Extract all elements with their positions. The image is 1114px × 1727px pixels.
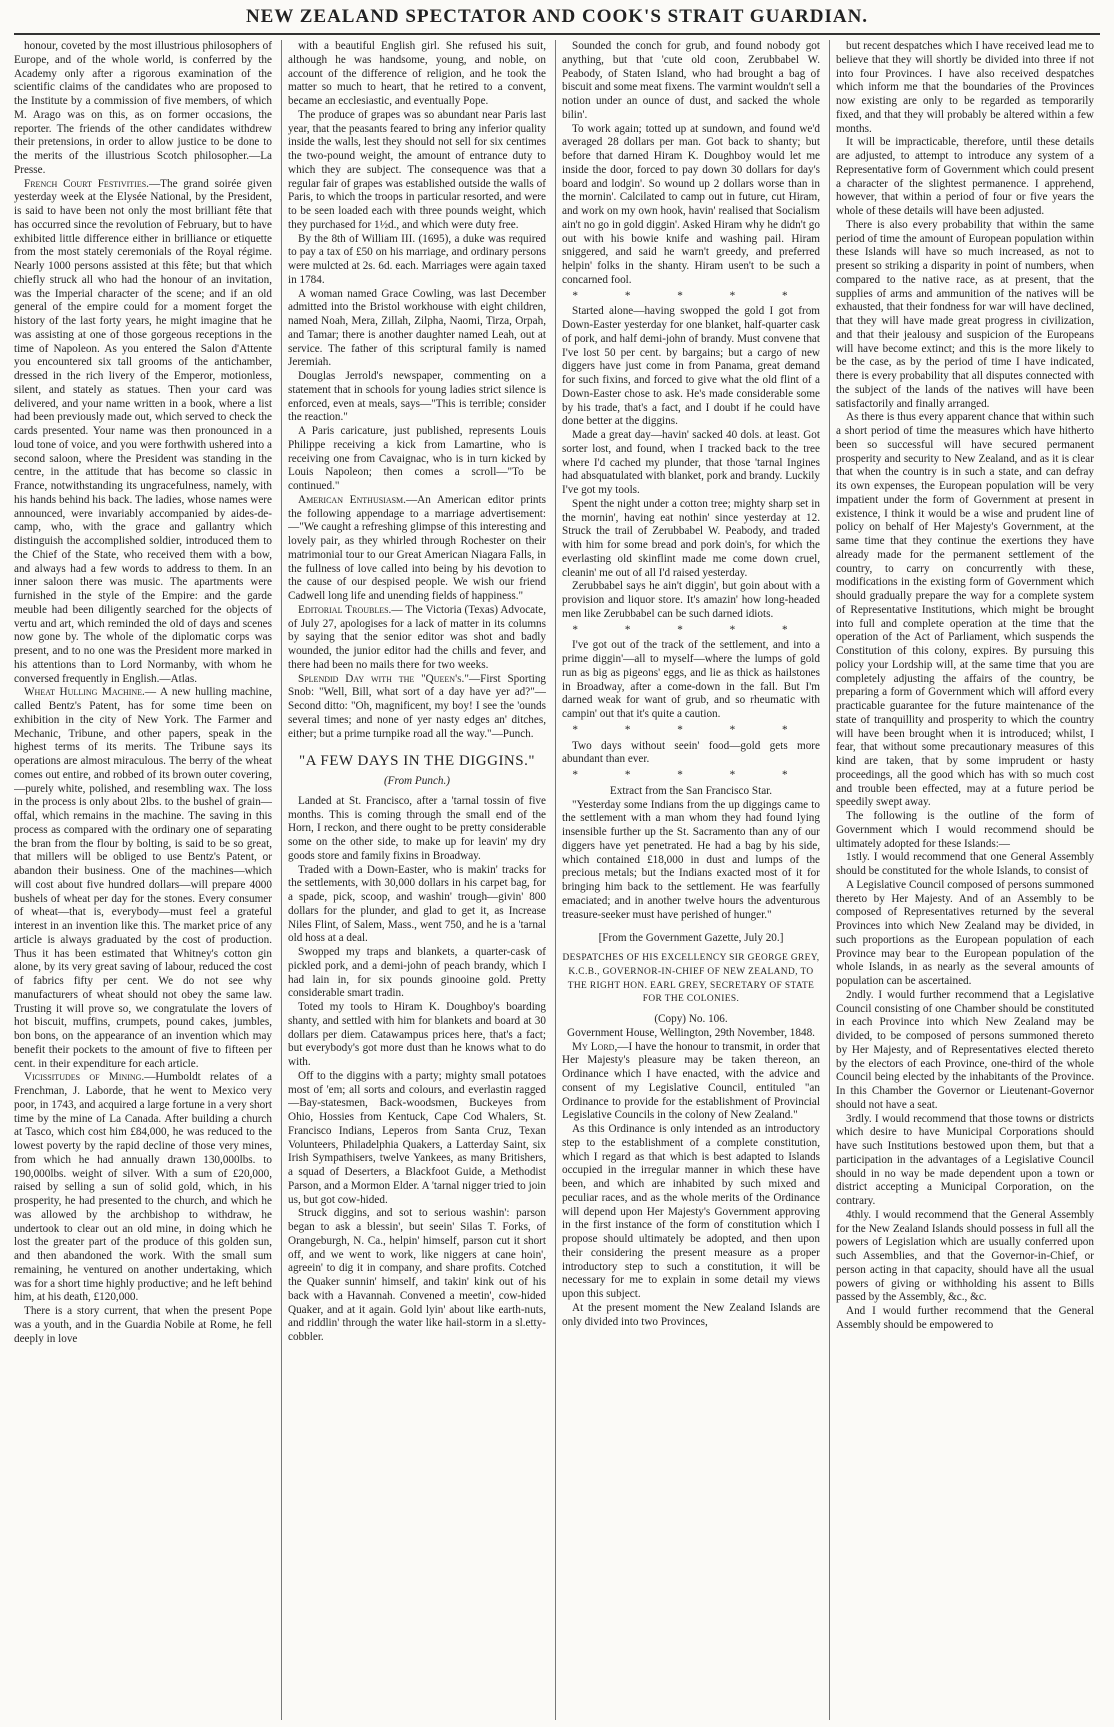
paragraph-text: with a beautiful English girl. She refused his suit, although he was handsome, young, and noble, on account of the difference of religion, and he took the matter so much to heart, that he retired to a convent, became an ecclesiastic, and eventually Pope. xyxy=(288,40,546,107)
paragraph xyxy=(836,1209,1094,1305)
paragraph-heading: Wheat Hulling Machine. xyxy=(24,686,145,699)
paragraph xyxy=(288,673,546,742)
paragraph-text: Spent the night under a cotton tree; mighty sharp set in the mornin', having eat nothin' since yesterday at 12. Struck the trail of Zerubbabel W. Peabody, and traded with him for some bread and pork doin's, for which the everlasting old skinflint made me come down cruel, cleanin' me out of all I'd raised yesterday. xyxy=(562,497,820,579)
masthead-rule xyxy=(14,33,1100,35)
paragraph xyxy=(288,288,546,371)
paragraph xyxy=(836,810,1094,851)
paragraph-text: As this Ordinance is only intended as an introductory step to the establishment of a complete constitution, which I regard as that which is best adapted to Islands occupied in the irregular manner in which these have been, and which are inhabited by such mixed and peculiar races, and as the whole merits of the Ordinance will depend upon Her Majesty's Government approving in the first instance of the form of constitution which I propose should ultimately be adopted, and then upon their considering the present measure as a proper introductory step to such a constitution, it will be necessary for me to explain in some detail my views upon this subject. xyxy=(562,1123,820,1300)
column-2 xyxy=(288,40,546,1720)
paragraph xyxy=(14,686,272,1071)
source-note-text: [From the Government Gazette, July 20.] xyxy=(598,932,784,945)
paragraph-text: It will be impracticable, therefore, until these details are adjusted, to attempt to introduce any system of a Representative form of Government which could present a character of the slightest permanence. I apprehend, however, that within a period of four or five years the whole of these details will have been adjusted. xyxy=(836,136,1094,217)
byline-text: (From Punch.) xyxy=(383,775,451,787)
paragraph-text: 4thly. I would recommend that the General Assembly for the New Zealand Islands should possess in full all the powers of Legislation which are usually conferred upon such Assemblies, and that the Governor-in-Chief, or person acting in that capacity, should have all the usual powers of giving or withholding his assent to Bills passed by the Assembly, &c., &c. xyxy=(836,1208,1094,1304)
paragraph-heading: My Lord, xyxy=(572,1040,618,1053)
section-break xyxy=(562,769,820,783)
paragraph xyxy=(562,429,820,498)
paragraph xyxy=(288,604,546,673)
paragraph-text: The produce of grapes was so abundant near Paris last year, that the peasants feared to bring any inferior quality inside the walls, lest they should not sell for six centimes the two-pound weight, the amount of entrance duty to which they are subject. The consequence was that a regular fair of grapes was established outside the walls of Paris, to which the troops in particular resorted, and were to be seen loaded each with three pounds weight, which they purchased for 1½d., and which were duty free. xyxy=(288,108,546,231)
section-break xyxy=(562,290,820,304)
paragraph-text: A woman named Grace Cowling, was last December admitted into the Bristol workhouse with eight children, named Noah, Mera, Zillah, Zilpha, Naomi, Tirza, Orpah, and Tamar; there is another daughter named Leah, out at service. The father of this scriptural family is named Jeremiah. xyxy=(288,287,546,369)
paragraph xyxy=(288,1070,546,1208)
paragraph-text: I've got out of the track of the settlement, and into a prime diggin'—all to myself—where the lumps of gold run as big as pigeons' eggs, and lie as thick as hailstones in Broadway, after a come-down in the fall. But I'm darned weak for want of grub, and so rheumatic with campin' out that it's quite a caution. xyxy=(562,639,820,720)
paragraph xyxy=(836,219,1094,412)
paragraph-text: A Paris caricature, just published, represents Louis Philippe receiving a kick from Lamartine, who is receiving one from Cavaignac, who is in turn kicked by Louis Napoleon; then comes a scroll—"To be continued." xyxy=(288,425,546,492)
paragraph xyxy=(288,946,546,1001)
column-divider xyxy=(281,40,282,1720)
masthead: NEW ZEALAND SPECTATOR AND COOK'S STRAIT GUARDIAN. xyxy=(245,6,869,27)
paragraph-text: Landed at St. Francisco, after a 'tarnal tossin of five months. This is coming through the small end of the Horn, I reckon, and there ought to be pretty considerable some on the other side, to make up for leavin' my dry goods store and family fixins in Broadway. xyxy=(288,794,546,862)
section-break-stars: * * * * * xyxy=(572,723,810,736)
paragraph-text: 2ndly. I would further recommend that a Legislative Council consisting of one Chamber should be constituted in each Province into which New Zealand may be divided, to be composed of persons summoned thereto by Her Majesty, and of Representatives elected thereto by the electors of each Province, one-third of the whole Council being elected by the inhabitants of the Province. In this Chamber the Governor or Lieutenant-Governor should not have a seat. xyxy=(836,988,1094,1111)
paragraph-text: — The Victoria (Texas) Advocate, of July 27, apologises for a lack of matter in its columns by saying that the senior editor was shot and badly wounded, the junior editor had the chills and fever, and there had been no mails there for two weeks. xyxy=(288,603,546,671)
paragraph-heading: Vicissitudes of Mining. xyxy=(24,1071,145,1084)
paragraph-text: honour, coveted by the most illustrious philosophers of Europe, and of the whole world, is conferred by the Academy only after a rigorous examination of the scientific claims of the candidates who are proposed to the Institute by a commission of five members, of which M. Arago was on this, as on former occasions, the reporter. The friends of the other candidates withdrew their pretensions, in order to allow justice to be done to the merits of the illustrious Scotch philosopher.—La Presse. xyxy=(14,40,272,176)
paragraph xyxy=(836,136,1094,219)
paragraph-text: 3rdly. I would recommend that those towns or districts which desire to have Municipal Corporations should have such Institutions bestowed upon them, but that a participation in the advantages of a Legislative Council should in no way be made dependent upon a town or district accepting a Municipal Corporation, on the contrary. xyxy=(836,1112,1094,1207)
paragraph xyxy=(288,425,546,494)
paragraph-text: Off to the diggins with a party; mighty small potatoes most of 'em; all sorts and colours, and everlastin ragged—Bay-statesmen, Back-woodsmen, Buckeyes from Ohio, Hossies from Kentuck, Cape Cod Whalers, St. Francisco Indians, Leperos from Santa Cruz, Texan Volunteers, Philadelphia Quakers, a Latterday Saint, six Irish Sympathisers, twelve Yankees, as many Britishers, a squad of Deserters, a Blackfoot Guide, a Methodist Parson, and a Mormon Elder. A 'tarnal nigger tried to join us, but got cow-hided. xyxy=(288,1069,546,1206)
paragraph xyxy=(562,799,820,923)
paragraph xyxy=(562,1041,820,1124)
paragraph-text: Sounded the conch for grub, and found nobody got anything, but that 'cute old coon, Zerubbabel W. Peabody, of Staten Island, who had brought a bag of biscuit and some meat fixens. The varmint wouldn't sell a notion under an ounce of dust, and sacked the whole bilin'. xyxy=(562,40,820,121)
paragraph-text: Two days without seein' food—gold gets more abundant than ever. xyxy=(562,739,820,766)
paragraph xyxy=(562,740,820,768)
paragraph xyxy=(562,639,820,722)
paragraph xyxy=(288,1207,546,1345)
paragraph-heading: American Enthusiasm. xyxy=(298,493,406,506)
paragraph xyxy=(288,109,546,233)
paragraph-text: Struck diggins, and sot to serious washin': parson began to ask a blessin', but seein' Silas T. Forks, of Orangeburgh, N. Ca., helpin' himself, parson cut it short off, and we went to work, like niggers at cane hoin', agreein' to dig it in company, and share profits. Cotched the Quaker sunnin' himself, and takin' kink out of his back with a Havannah. Convened a meetin', cow-hided Quaker, and at it again. Gold lyin' about like earth-nuts, and riddlin' through the water like hail-storm in a sl.etty-cobbler. xyxy=(288,1207,546,1343)
centered-text: Government House, Wellington, 29th November, 1848. xyxy=(567,1026,815,1039)
paragraph-text: Traded with a Down-Easter, who is makin' tracks for the settlements, with 30,000 dollars in his carpet bag, for a spade, pick, scoop, and washin' trough—givin' 800 dollars for the plunder, and glad to get it, as Increase Niles Flint, of Salem, Mass., went 750, and he is a 'tarnal old hoss at a deal. xyxy=(288,863,546,945)
paragraph-text: Made a great day—havin' sacked 40 dols. at least. Got sorter lost, and found, when I tracked back to the tree where I'd cached my plunder, that those 'tarnal Ingines had absquatulated with blanket, pork and brandy. Luckily I've got my tools. xyxy=(562,429,820,496)
paragraph-text: — A new hulling machine, called Bentz's Patent, has for some time been on exhibition in the city of New York. The Farmer and Mechanic, Tribune, and other papers, speak in the highest terms of its merits. The Tribune says its operations are almost miraculous. The berry of the wheat comes out entire, and robbed of its brown outer covering,—purely white, polished, and resembling wax. The loss in the process is only about 2lbs. to the bushel of grain—offal, which remains in the machine. The saving in this process as compared with the ordinary one of separating the bran from the flour by bolting, is said to be so great, that millers will be obliged to use Bentz's Patent, or abandon their business. One of the machines—which will cost about five hundred dollars—will prepare 4000 bushels of wheat per day for the stones. Every consumer of wheat—that is, everybody—must feel a grateful interest in an invention like this. The market price of any article is always graduated by the cost of production. Thus it has been estimated that Whitney's cotton gin alone, by its very great saving of labour, reduced the cost of fabrics fifty per cent. We do not see why manufacturers of wheat should not obey the same law. Trusting it will prove so, we congratulate the lovers of hot biscuit, muffins, crumpets, pound cakes, jumbles, bon bons, on the appearance of an invention which may benefit their pockets to the amount of five to fifteen per cent. in their expenditure for each article. xyxy=(14,686,272,1070)
centered-line xyxy=(562,1013,820,1027)
paragraph-text: At the present moment the New Zealand Islands are only divided into two Provinces, xyxy=(562,1301,820,1328)
paragraph xyxy=(562,580,820,621)
paragraph-text: As there is thus every apparent chance that within such a short period of time the measures which have hitherto been so successful will have secured permanent prosperity and security to New Zealand, and as it is clear that when the country is in such a state, and can defray its own expenses, the European population will be very impatient under the form of Government at present in existence, I think it would be a wise and prudent line of policy on behalf of Her Majesty's Government, at the same time that they continue the exertions they have already made for the permanent settlement of the country, to carry on concurrently with these, modifications in the existing form of Government which should gradually prepare the way for a complete system of Representative Institutions, which might be brought into full and complete operation at the time that the operation of the Act of Parliament, which suspends the Constitution of this colony, expires. By pursuing this policy your Lordship will, at the same time that you are completely adjusting the affairs of the country, be preparing a form of Government which will afford every practicable guarantee for the future maintenance of the state of tranquillity and prosperity to which the country will have been brought when it is introduced; whilst, I fear, that without some precautionary measures of this kind are taken, that by some imprudent or hasty proceedings, all the good which has with so much cost and trouble been effected, may at a future period be speedily swept away. xyxy=(836,411,1094,809)
column-3 xyxy=(562,40,820,1720)
column-divider xyxy=(829,40,830,1720)
paragraph xyxy=(562,498,820,581)
paragraph-text: —Humboldt relates of a Frenchman, J. Laborde, that he went to Mexico very poor, in 1743, and acquired a large fortune in a very short time by the mine of La Canada. After building a church at Tasco, which cost him £84,000, he was reduced to the lowest poverty by the rapid decline of those very mines, from which he had annually drawn 130,000lbs. to 190,000lbs. weight of silver. With a sum of £20,000, raised by selling a sun of solid gold, which, in his prosperity, he had presented to the church, and which he was allowed by the archbishop to withdraw, he undertook to clear out an old mine, in doing which he lost the greater part of the produce of this golden sun, and then abandoned the work. With the small sum remaining, he ventured on another undertaking, which was for a short time highly productive; and he left behind him, at his death, £120,000. xyxy=(14,1071,272,1304)
paragraph xyxy=(562,1302,820,1330)
paragraph-heading: Splendid Day with the "Queen's." xyxy=(298,672,469,685)
paragraph xyxy=(562,40,820,123)
article-title-text: "A FEW DAYS IN THE DIGGINS." xyxy=(299,753,535,770)
paragraph xyxy=(14,1305,272,1346)
section-break xyxy=(562,624,820,638)
paragraph xyxy=(288,233,546,288)
paragraph-text: To work again; totted up at sundown, and found we'd averaged 28 dollars per man. Got back to shanty; but before that darned Hiram K. Doughboy would let me inside the door, forced to pay down 30 dollars for day's board and lodgin'. So wound up 2 dollars worse than in the mornin'. Calcilated to camp out in future, cut Hiram, and work on my own hook, havin' realised that Socialism ain't no go in gold diggin'. Asked Hiram why he didn't go out with his bowie knife and washing pail. Hiram sniggered, and said he warn't greedy, and preferred helpin' folks in the shanty. Hiram usen't to be such a concarned fool. xyxy=(562,122,820,286)
paragraph xyxy=(836,411,1094,810)
paragraph-text: Started alone—having swopped the gold I got from Down-Easter yesterday for one blanket, half-quarter cask of pork, and half demi-john of brandy. Must convene that I've lost 50 per cent. by bargains; but a cargo of new diggers have just come in from Panama, great demand for such fixins, and forced to give what the old flint of a Down-Easter chose to ask. He's made considerable some by his trade, that's a fact, and I doubt if he could have done better at the diggins. xyxy=(562,305,820,428)
paragraph-text: "Yesterday some Indians from the up diggings came to the settlement with a man whom they had found lying insensible further up the St. Sacramento than any of our diggers have yet penetrated. He had a bag by his side, which contained £18,000 in dust and lumps of the precious metals; but the Indians exacted most of it for bringing him back to the settlement. He was fearfully emaciated; and in another twelve hours the adventurous treasure-seeker must have perished of hunger." xyxy=(562,798,820,921)
paragraph-text: —First Sporting Snob: "Well, Bill, what sort of a day have yer ad?"—Second ditto: "Oh, magnificent, my boy! I see the 'ounds several times; and none of yer nasty edges an' ditches, either; but a prime turnpike road all the way."—Punch. xyxy=(288,672,546,740)
paragraph-text: Douglas Jerrold's newspaper, commenting on a statement that in schools for young ladies strict silence is enforced, even at meals, says—"This is terrible; consider the reaction." xyxy=(288,370,546,424)
paragraph xyxy=(562,123,820,288)
paragraph xyxy=(836,879,1094,989)
paragraph-text: Toted my tools to Hiram K. Doughboy's boarding shanty, and settled with him for blankets and board at 30 dollars per diem. Catawampus prices here, that's a fact; but everybody's got more dust than he knows what to do with. xyxy=(288,1001,546,1068)
despatch-heading xyxy=(562,952,820,1007)
article-title xyxy=(288,755,546,769)
paragraph-text: A Legislative Council composed of persons summoned thereto by Her Majesty. And of an Assembly to be composed of Representatives returned by the several Provinces into which New Zealand may be divided, in such proportions as the European population of each Province may bear to the European population of the whole Islands, in as nearly as the several amounts of population can be ascertained. xyxy=(836,878,1094,987)
paragraph xyxy=(14,40,272,178)
paragraph-text: —An American editor prints the following appendage to a marriage advertisement:—"We caught a refreshing glimpse of this interesting and lovely pair, as they whirled through Rochester on their matrimonial tour to our Great American Niagara Falls, in the fullness of love called into being by his devotion to the cause of our despised people. We wish our friend Cadwell long life and unending fields of happiness." xyxy=(288,493,546,602)
paragraph xyxy=(836,851,1094,879)
paragraph xyxy=(288,494,546,604)
column-divider xyxy=(555,40,556,1720)
centered-text: (Copy) No. 106. xyxy=(654,1013,728,1025)
paragraph xyxy=(562,1123,820,1302)
paragraph xyxy=(836,989,1094,1113)
paragraph xyxy=(14,1071,272,1305)
paragraph xyxy=(562,305,820,429)
column-1 xyxy=(14,40,272,1720)
paragraph-heading: French Court Festivities. xyxy=(24,177,149,190)
paragraph xyxy=(836,1305,1094,1333)
section-break-stars: * * * * * xyxy=(572,289,810,302)
paragraph-text: but recent despatches which I have received lead me to believe that they will shortly be divided into three if not into four Provinces. I have also received despatches which inform me that the boundaries of the Provinces now existing are only to be regarded as temporarily fixed, and that they will probably be altered within a few months. xyxy=(836,40,1094,135)
column-4 xyxy=(836,40,1094,1720)
centered-line xyxy=(562,1027,820,1041)
paragraph-text: —I have the honour to transmit, in order that Her Majesty's pleasure may be taken thereon, an Ordinance which I have enacted, with the advice and consent of my Legislative Council, entituled "an Ordinance to provide for the establishment of Provincial Legislative Councils in the colony of New Zealand." xyxy=(562,1040,820,1122)
paragraph-heading: Editorial Troubles. xyxy=(298,603,392,616)
paragraph-text: There is a story current, that when the present Pope was a youth, and in the Guardia Nobile at Rome, he fell deeply in love xyxy=(14,1305,272,1345)
paragraph xyxy=(288,795,546,864)
paragraph xyxy=(288,40,546,109)
paragraph-text: 1stly. I would recommend that one General Assembly should be constituted for the whole Islands, to consist of xyxy=(836,851,1094,877)
centered-line xyxy=(562,785,820,799)
section-break-stars: * * * * * xyxy=(572,769,810,781)
paragraph xyxy=(836,40,1094,136)
paragraph-text: And I would further recommend that the General Assembly should be empowered to xyxy=(836,1305,1094,1331)
despatch-heading-text: DESPATCHES OF HIS EXCELLENCY SIR GEORGE GREY, K.C.B., GOVERNOR-IN-CHIEF OF NEW ZEALAND, TO THE RIGHT HON. EARL GREY, SECRETARY OF STATE FOR THE COLONIES. xyxy=(562,953,820,1005)
section-break-stars: * * * * * xyxy=(572,623,810,636)
paragraph-text: By the 8th of William III. (1695), a duke was required to pay a tax of £50 on his marriage, and ordinary persons were mulcted at 2s. 6d. each. Marriages were again taxed in 1784. xyxy=(288,232,546,286)
paragraph-text: Swopped my traps and blankets, a quarter-cask of pickled pork, and a demi-john of peach brandy, which I had lain in, for six pounds ginooine gold. Pretty considerable smart tradin. xyxy=(288,946,546,1000)
paragraph-text: —The grand soirée given yesterday week at the Elysée National, by the President, is said to have been not only the most brilliant fête that has occurred since the revolution of February, but to have exhibited little difference either in brilliance or etiquette from the most stately ceremonials of the Royal régime. Nearly 1000 persons assisted at this fête; but that which chiefly struck all who had the honour of an invitation, was the Imperial character of the scene; and if an old general of the empire could for a moment forget the history of the last forty years, he might imagine that he was assisting at one of those gorgeous receptions in the time of Napoleon. As you entered the Salon d'Attente you encountered six tall grooms of the antichamber, dressed in the rich livery of the Emperor, motionless, silent, and stately as statues. Then your card was delivered, and your name written in a book, where a list had been previously made out, which served to check the cards presented. Your name was then pronounced in a loud tone of voice, and you were forthwith ushered into a second saloon, where the President was standing in the centre, in the attitude that has become so classic in France, notwithstanding its ungracefulness, namely, with his hands behind his back. The ladies, whose names were announced, were invariably accompanied by aides-de-camp, who, with the grace and gallantry which distinguish the accomplished soldier, introduced them to the Chief of the State, who received them with a bow, and always had a few words to address to them. In an inner saloon there was music. The apartments were furnished in the style of the Empire: and the garde meuble had been diligently searched for the objects of vertu and art, which reminded the old of days and scenes now gone by. The whole of the diplomatic corps was present, and to no one was the President more marked in his attentions than to Lord Normanby, with whom he conversed frequently in English.—Atlas. xyxy=(14,177,272,685)
paragraph xyxy=(14,178,272,687)
article-byline xyxy=(288,775,546,789)
source-note xyxy=(562,932,820,946)
section-break xyxy=(562,724,820,738)
paragraph xyxy=(288,370,546,425)
paragraph-text: There is also every probability that within the same period of time the amount of European population within these Islands will have so much increased, as not to present so striking a disparity in point of numbers, when compared to the native race, as at present, that the supplies of arms and ammunition of the natives will be exhausted, that their fondness for war will have declined, that they will have made great progress in civilization, and that their jealousy and suspicion of the Europeans will have become extinct; and this is the more likely to be the case, as by the period of time I have indicated, there is every probability that all disputes connected with the subject of the lands of the natives will have been satisfactorily and finally arranged. xyxy=(836,218,1094,410)
centered-text: Extract from the San Francisco Star. xyxy=(609,784,773,797)
paragraph xyxy=(288,1001,546,1070)
paragraph xyxy=(836,1113,1094,1209)
paragraph-text: The following is the outline of the form of Government which I would recommend should be ultimately adopted for these Islands:— xyxy=(836,810,1094,850)
paragraph xyxy=(288,864,546,947)
paragraph-text: Zerubbabel says he ain't diggin', but goin about with a provision and liquor store. It's amazin' how long-headed men like Zerubbabel can be such darned idiots. xyxy=(562,580,820,620)
